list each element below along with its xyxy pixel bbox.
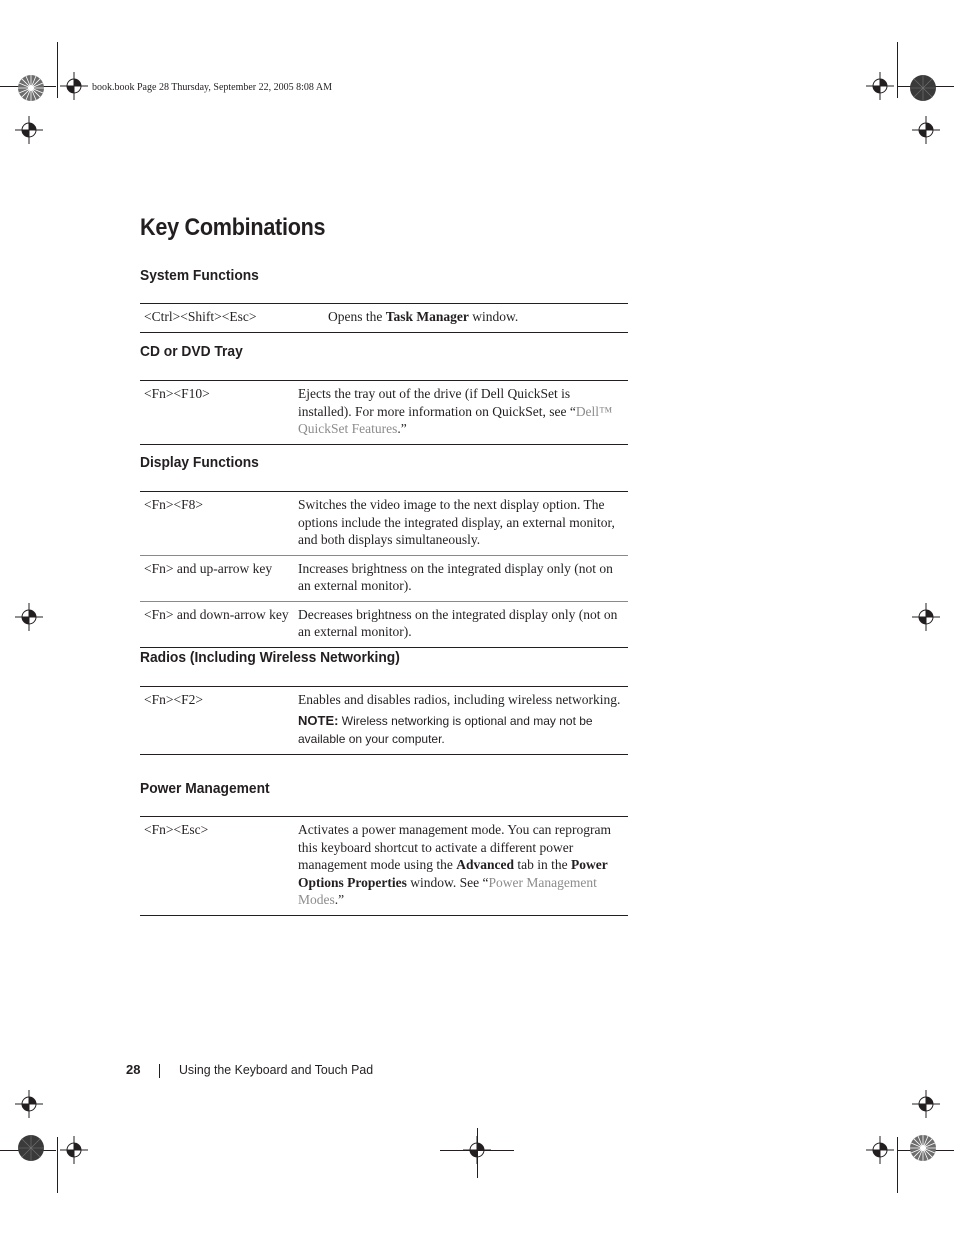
quickset-features-link[interactable]: Dell™ QuickSet Features [298,403,613,436]
table-row [140,304,628,333]
note-box [298,712,624,748]
page-title: Key Combinations [140,214,326,241]
registration-target-icon [912,116,940,144]
power-management-table [140,816,628,916]
print-header-stamp: book.book Page 28 Thursday, September 22, 2005 8:08 AM [92,82,332,93]
table-row [140,381,628,445]
table-row [140,817,628,916]
system-functions-table [140,303,628,333]
crop-mark [477,1128,478,1178]
registration-target-icon [866,72,894,100]
registration-target-icon [15,603,43,631]
footer-divider [159,1064,160,1078]
key-description: Switches the video image to the next display option. The options include the integrated display, an external monitor, and both displays simultaneously. [294,492,628,556]
power-management-modes-link[interactable]: Power Management Modes [298,874,597,907]
registration-target-icon [15,116,43,144]
starburst-mark-icon [909,74,937,102]
section-title-power-management: Power Management [140,780,270,797]
key-combination: <Fn><F10> [140,381,294,445]
key-description: Activates a power management mode. You can reprogram this keyboard shortcut to activate a different power management mode using the Advanced tab in the Power Options Properties window. See “Power Management Modes.” [294,817,628,916]
table-row [140,687,628,755]
key-combination: <Fn> and up-arrow key [140,555,294,601]
display-functions-table [140,491,628,648]
registration-target-icon [912,1090,940,1118]
cd-dvd-tray-table [140,380,628,445]
section-title-system-functions: System Functions [140,267,259,284]
starburst-mark-icon [17,1134,45,1162]
page-number: 28 [126,1062,141,1077]
table-row [140,601,628,647]
key-combination: <Fn> and down-arrow key [140,601,294,647]
key-description: Opens the Task Manager window. [324,304,628,333]
key-combination: <Fn><Esc> [140,817,294,916]
section-title-display-functions: Display Functions [140,454,259,471]
starburst-mark-icon [909,1134,937,1162]
registration-target-icon [912,603,940,631]
section-title-radios: Radios (Including Wireless Networking) [140,649,400,666]
key-description: Enables and disables radios, including wireless networking. NOTE: Wireless networking is optional and may not be available on your computer. [294,687,628,755]
key-description: Ejects the tray out of the drive (if Dell QuickSet is installed). For more information on QuickSet, see “Dell™ QuickSet Features.” [294,381,628,445]
chapter-title: Using the Keyboard and Touch Pad [179,1062,374,1077]
registration-target-icon [60,1136,88,1164]
key-description: Increases brightness on the integrated display only (not on an external monitor). [294,555,628,601]
radios-table [140,686,628,755]
key-combination: <Fn><F2> [140,687,294,755]
table-row [140,555,628,601]
registration-target-icon [866,1136,894,1164]
key-combination: <Fn><F8> [140,492,294,556]
section-title-cd-dvd-tray: CD or DVD Tray [140,343,243,360]
note-label: NOTE: [298,712,339,728]
key-description: Decreases brightness on the integrated display only (not on an external monitor). [294,601,628,647]
note-text: Wireless networking is optional and may not be available on your computer. [298,713,593,746]
starburst-mark-icon [17,74,45,102]
table-row [140,492,628,556]
registration-target-icon [60,72,88,100]
key-combination: <Ctrl><Shift><Esc> [140,304,324,333]
registration-target-icon [15,1090,43,1118]
